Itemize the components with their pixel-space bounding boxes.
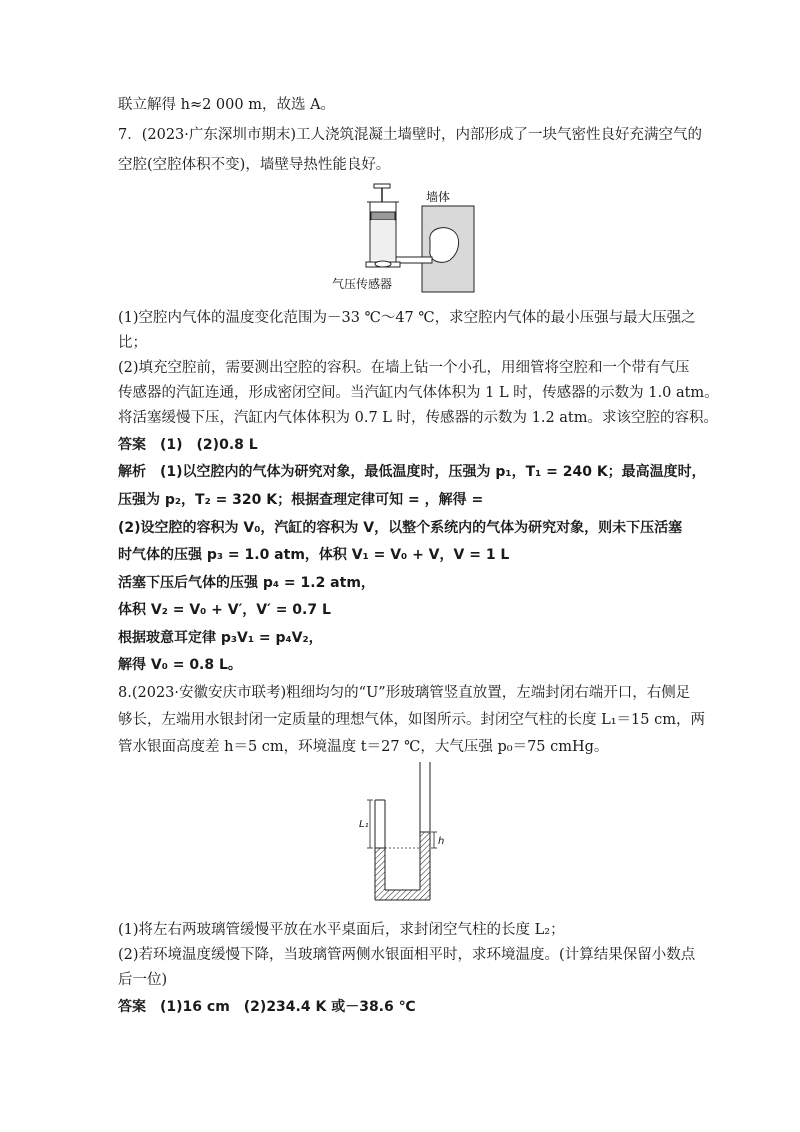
figure-u-tube xyxy=(355,760,455,905)
question-7-part2: (2)填充空腔前，需要测出空腔的容积。在墙上钻一个小孔，用细管将空腔和一个带有气压 xyxy=(118,360,690,376)
text-line: 将活塞缓慢下压，汽缸内气体体积为 0.7 L 时，传感器的示数为 1.2 atm。求该空腔的容积。 xyxy=(118,410,719,426)
L1-label: L₁ xyxy=(359,819,369,830)
text-line: 压强为 p₂，T₂ = 320 K；根据查理定律可知 = ，解得 = xyxy=(118,492,484,508)
sensor-label: 气压传感器 xyxy=(332,277,393,291)
analysis-7: 解析 (1)以空腔内的气体为研究对象，最低温度时，压强为 p₁，T₁ = 240 K；最高温度时， xyxy=(118,464,706,480)
text-line: 联立解得 h≈2 000 m，故选 A。 xyxy=(118,97,336,113)
question-7-part1: (1)空腔内气体的温度变化范围为－33 ℃～47 ℃，求空腔内气体的最小压强与最大压强之 xyxy=(118,310,696,326)
figure-cylinder-wall xyxy=(330,180,480,295)
h-label: h xyxy=(438,836,445,847)
text-line: 管水银面高度差 h＝5 cm，环境温度 t＝27 ℃，大气压强 p₀＝75 cmHg。 xyxy=(118,739,609,755)
wall-label: 墙体 xyxy=(426,190,451,204)
text-line: 体积 V₂ = V₀ + V′，V′ = 0.7 L xyxy=(118,602,331,618)
text-line: 比； xyxy=(118,335,147,351)
text-line: 解得 V₀ = 0.8 L。 xyxy=(118,657,242,673)
question-7-stem: 7．(2023·广东深圳市期末)工人浇筑混凝土墙壁时，内部形成了一块气密性良好充满空气的 xyxy=(118,127,703,143)
text-line: 传感器的汽缸连通，形成密闭空间。当汽缸内气体体积为 1 L 时，传感器的示数为 1.0 atm。 xyxy=(118,385,719,401)
piston xyxy=(371,212,395,220)
text-line: 够长，左端用水银封闭一定质量的理想气体，如图所示。封闭空气柱的长度 L₁＝15 cm，两 xyxy=(118,712,705,728)
text-line: 根据玻意耳定律 p₃V₁ = p₄V₂， xyxy=(118,630,323,646)
answer-8: 答案 (1)16 cm (2)234.4 K 或－38.6 ℃ xyxy=(118,999,416,1015)
cylinder-gas xyxy=(371,220,395,260)
pressure-sensor xyxy=(375,261,391,267)
question-8-part2: (2)若环境温度缓慢下降，当玻璃管两侧水银面相平时，求环境温度。(计算结果保留小数点 xyxy=(118,947,696,963)
answer-7: 答案 (1) (2)0.8 L xyxy=(118,437,258,453)
text-line: 活塞下压后气体的压强 p₄ = 1.2 atm， xyxy=(118,575,375,591)
text-line: 后一位) xyxy=(118,972,168,988)
text-line: (2)设空腔的容积为 V₀，汽缸的容积为 V，以整个系统内的气体为研究对象，则未下压活塞 xyxy=(118,520,683,536)
piston-handle xyxy=(374,184,390,188)
question-8-stem: 8.(2023·安徽安庆市联考)粗细均匀的“U”形玻璃管竖直放置，左端封闭右端开口，右侧足 xyxy=(118,685,691,701)
text-line: 空腔(空腔体积不变)，墙壁导热性能良好。 xyxy=(118,157,391,173)
text-line: 时气体的压强 p₃ = 1.0 atm，体积 V₁ = V₀ + V，V = 1 L xyxy=(118,547,510,563)
question-8-part1: (1)将左右两玻璃管缓慢平放在水平桌面后，求封闭空气柱的长度 L₂； xyxy=(118,922,565,938)
